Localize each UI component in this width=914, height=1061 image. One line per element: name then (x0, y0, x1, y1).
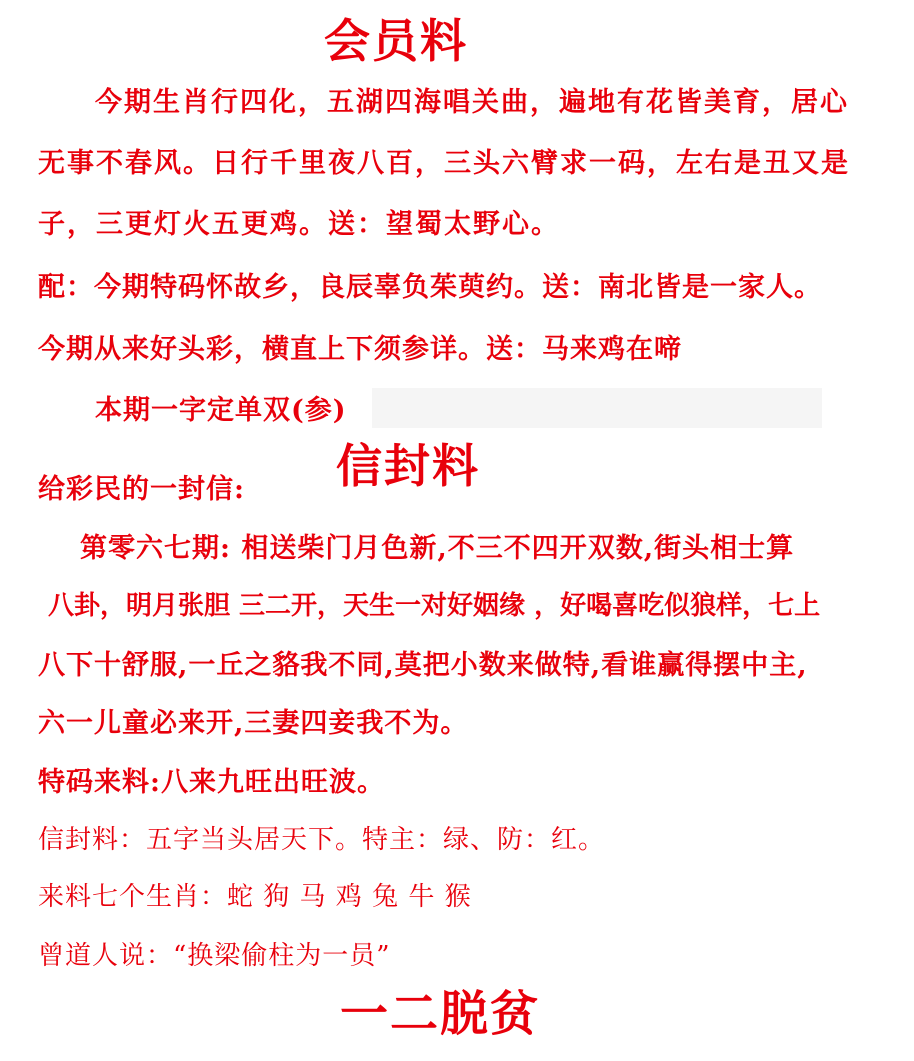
member-line-3: 子，三更灯火五更鸡。送：望蜀太野心。 (38, 209, 560, 240)
member-title: 会员料 (324, 14, 468, 68)
letter-intro: 给彩民的一封信: (38, 474, 245, 505)
footer-title: 一二脱贫 (340, 986, 541, 1042)
blank-answer-box (372, 388, 822, 428)
letter-line-8: 曾道人说：“换梁偷柱为一员” (38, 941, 391, 971)
member-line-1: 今期生肖行四化，五湖四海唱关曲，遍地有花皆美育，居心 (95, 87, 849, 118)
member-line-6: 本期一字定单双(参) (95, 395, 347, 426)
letter-line-6: 信封料：五字当头居天下。特主：绿、防：红。 (38, 825, 606, 855)
letter-line-2: 八卦，明月张胆 三二开，天生一对好姻缘 ，好喝喜吃似狼样，七上 (48, 591, 821, 621)
member-line-5: 今期从来好头彩，横直上下须参详。送：马来鸡在啼 (38, 334, 682, 365)
letter-line-5: 特码来料:八来九旺出旺波。 (38, 767, 385, 798)
letter-line-1: 第零六七期: 相送柴门月色新,不三不四开双数,街头相士算 (80, 533, 795, 564)
member-line-4: 配：今期特码怀故乡，良辰辜负茱萸约。送：南北皆是一家人。 (38, 272, 822, 303)
member-line-2: 无事不春风。日行千里夜八百，三头六臂求一码，左右是丑又是 (38, 148, 850, 179)
letter-line-4: 六一儿童必来开,三妻四妾我不为。 (38, 708, 469, 739)
letter-title: 信封料 (336, 439, 480, 493)
letter-line-7: 来料七个生肖：蛇 狗 马 鸡 兔 牛 猴 (38, 882, 472, 912)
letter-line-3: 八下十舒服,一丘之貉我不同,莫把小数来做特,看谁赢得摆中主, (38, 650, 808, 681)
